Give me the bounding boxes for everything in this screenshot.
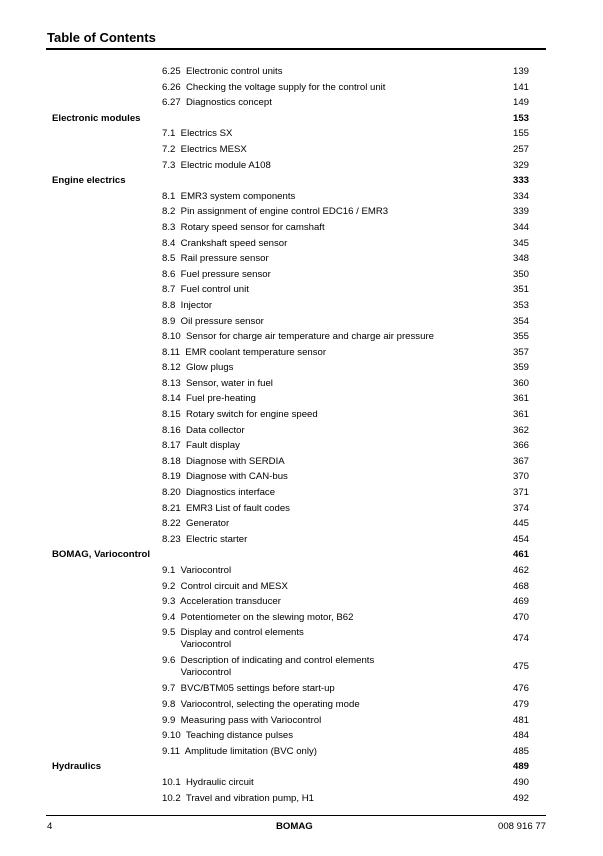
toc-entry[interactable] — [0, 683, 603, 699]
toc-entry-label: 6.25 Electronic control units — [162, 66, 283, 77]
toc-entry-page: 361 — [512, 409, 529, 421]
toc-entry-label: 8.16 Data collector — [162, 424, 245, 436]
toc-entry-page: 470 — [512, 611, 529, 623]
toc-entry-page: 257 — [512, 143, 529, 155]
toc-entry-page: 485 — [512, 745, 529, 757]
footer-brand: BOMAG — [276, 821, 313, 832]
toc-entry[interactable] — [0, 393, 603, 409]
toc-entry-page: 374 — [512, 502, 529, 514]
toc-entry-label: 8.2 Pin assignment of engine control EDC16 / EMR3 — [162, 206, 389, 218]
toc-entry[interactable] — [0, 534, 603, 550]
toc-entry-page: 489 — [512, 761, 529, 773]
toc-entry-page: 353 — [512, 299, 529, 311]
toc-entry-page: 334 — [512, 190, 529, 202]
toc-entry[interactable] — [0, 627, 603, 655]
toc-entry-page: 490 — [512, 776, 529, 788]
toc-entry-page: 371 — [512, 487, 529, 499]
toc-entry-label: Engine electrics — [52, 175, 126, 187]
toc-entry[interactable] — [0, 97, 603, 113]
toc-entry[interactable] — [0, 222, 603, 238]
toc-entry[interactable] — [0, 378, 603, 394]
table-of-contents — [0, 66, 603, 808]
toc-entry-page: 339 — [512, 206, 529, 218]
toc-entry-label: Hydraulics — [52, 761, 102, 773]
toc-entry-label: 7.1 Electrics SX — [162, 128, 233, 140]
toc-entry-page: 359 — [512, 362, 529, 374]
toc-entry-page: 348 — [512, 253, 529, 265]
toc-entry-page: 462 — [512, 565, 529, 576]
toc-entry[interactable] — [0, 206, 603, 222]
toc-entry[interactable] — [0, 316, 603, 332]
toc-entry[interactable] — [0, 347, 603, 363]
toc-entry-page: 476 — [512, 683, 529, 695]
toc-entry-page: 153 — [512, 112, 529, 124]
toc-entry[interactable] — [0, 144, 603, 160]
toc-section-heading[interactable] — [0, 761, 603, 777]
toc-entry-page: 360 — [512, 377, 529, 389]
toc-entry-page: 357 — [512, 346, 529, 358]
toc-entry-page: 344 — [512, 221, 529, 233]
toc-entry-page: 481 — [512, 714, 529, 726]
toc-entry[interactable] — [0, 793, 603, 809]
toc-entry-page: 468 — [512, 580, 529, 592]
toc-entry-label: 8.10 Sensor for charge air temperature and charge air pressure — [162, 331, 434, 343]
toc-entry-page: 479 — [512, 698, 529, 710]
toc-entry[interactable] — [0, 503, 603, 519]
toc-entry-page: 445 — [512, 518, 529, 530]
toc-entry-page: 454 — [512, 533, 529, 545]
toc-entry-label: 8.6 Fuel pressure sensor — [162, 268, 271, 280]
toc-entry-label: 8.8 Injector — [162, 299, 213, 311]
toc-entry-label: 8.15 Rotary switch for engine speed — [162, 409, 318, 421]
header-divider — [46, 48, 546, 50]
toc-entry-page: 361 — [512, 393, 529, 405]
toc-entry-page: 484 — [512, 730, 529, 742]
toc-entry-label: 8.18 Diagnose with SERDIA — [162, 455, 285, 467]
toc-entry-label: 9.10 Teaching distance pulses — [162, 730, 294, 742]
footer-divider — [46, 815, 546, 816]
toc-entry-page: 149 — [512, 97, 529, 109]
toc-entry[interactable] — [0, 128, 603, 144]
toc-entry[interactable] — [0, 565, 603, 581]
toc-entry[interactable] — [0, 471, 603, 487]
toc-entry[interactable] — [0, 253, 603, 269]
page-title: Table of Contents — [47, 30, 156, 45]
toc-entry-page: 345 — [512, 237, 529, 249]
toc-entry-label: 9.7 BVC/BTM05 settings before start-up — [162, 683, 335, 695]
toc-entry-label: 8.4 Crankshaft speed sensor — [162, 237, 288, 249]
toc-entry[interactable] — [0, 160, 603, 176]
toc-entry-label: 8.3 Rotary speed sensor for camshaft — [162, 221, 325, 233]
footer-doc-number: 008 916 77 — [497, 821, 546, 832]
toc-entry[interactable] — [0, 284, 603, 300]
toc-entry-label: BOMAG, Variocontrol — [52, 549, 151, 561]
toc-entry[interactable] — [0, 456, 603, 472]
toc-entry-page: 461 — [512, 549, 529, 561]
toc-entry-page: 355 — [512, 331, 529, 343]
toc-entry-label: 8.14 Fuel pre-heating — [162, 393, 256, 405]
toc-entry[interactable] — [0, 238, 603, 254]
toc-entry-label: 9.1 Variocontrol — [162, 565, 232, 576]
toc-entry[interactable] — [0, 300, 603, 316]
toc-entry-page: 474 — [512, 633, 529, 645]
toc-entry-page: 351 — [512, 284, 529, 296]
toc-entry[interactable] — [0, 331, 603, 347]
toc-entry-page: 141 — [512, 81, 529, 93]
toc-entry[interactable] — [0, 362, 603, 378]
toc-entry-label: 9.2 Control circuit and MESX — [162, 580, 288, 592]
toc-entry-label: 10.2 Travel and vibration pump, H1 — [162, 792, 314, 804]
toc-entry[interactable] — [0, 191, 603, 207]
toc-entry[interactable] — [0, 66, 603, 82]
toc-entry-label: 8.5 Rail pressure sensor — [162, 253, 269, 265]
toc-entry-label: 10.1 Hydraulic circuit — [162, 776, 254, 788]
toc-entry[interactable] — [0, 409, 603, 425]
toc-entry-label: 8.13 Sensor, water in fuel — [162, 377, 273, 389]
toc-entry-label: 8.23 Electric starter — [162, 533, 248, 545]
toc-entry-page: 350 — [512, 268, 529, 280]
toc-entry-label: 6.27 Diagnostics concept — [162, 97, 272, 109]
toc-entry-label: 8.22 Generator — [162, 518, 230, 530]
toc-section-heading[interactable] — [0, 549, 603, 565]
toc-entry-page: 354 — [512, 315, 529, 327]
toc-entry-label: 9.3 Acceleration transducer — [162, 596, 281, 608]
toc-entry[interactable] — [0, 487, 603, 503]
toc-entry-label: 8.19 Diagnose with CAN-bus — [162, 471, 288, 483]
toc-entry[interactable] — [0, 699, 603, 715]
toc-entry[interactable] — [0, 518, 603, 534]
toc-entry-page: 367 — [512, 455, 529, 467]
toc-entry-page: 362 — [512, 424, 529, 436]
toc-entry-label: 8.21 EMR3 List of fault codes — [162, 502, 290, 514]
toc-entry[interactable] — [0, 425, 603, 441]
toc-entry-page: 139 — [512, 66, 529, 77]
toc-section-heading[interactable] — [0, 113, 603, 129]
toc-entry[interactable] — [0, 715, 603, 731]
toc-entry-label: Electronic modules — [52, 112, 141, 124]
toc-entry-label: 9.8 Variocontrol, selecting the operating mode — [162, 698, 360, 710]
toc-entry-page: 370 — [512, 471, 529, 483]
toc-entry-label: 7.3 Electric module A108 — [162, 159, 271, 171]
toc-entry-label: 6.26 Checking the voltage supply for the control unit — [162, 81, 386, 93]
toc-entry-label: 8.9 Oil pressure sensor — [162, 315, 264, 327]
toc-entry-label: 8.11 EMR coolant temperature sensor — [162, 346, 327, 358]
toc-entry[interactable] — [0, 746, 603, 762]
toc-entry[interactable] — [0, 655, 603, 683]
toc-entry-page: 366 — [512, 440, 529, 452]
toc-entry[interactable] — [0, 612, 603, 628]
toc-entry-page: 492 — [512, 792, 529, 804]
toc-entry[interactable] — [0, 596, 603, 612]
toc-entry-page: 329 — [512, 159, 529, 171]
toc-entry[interactable] — [0, 777, 603, 793]
toc-entry-page: 155 — [512, 128, 529, 140]
toc-entry-label: 7.2 Electrics MESX — [162, 143, 247, 155]
toc-entry[interactable] — [0, 269, 603, 285]
footer-page-number: 4 — [47, 821, 53, 832]
toc-entry-label: 8.12 Glow plugs — [162, 362, 234, 374]
toc-entry-label: 8.7 Fuel control unit — [162, 284, 249, 296]
toc-entry-label: 8.17 Fault display — [162, 440, 240, 452]
toc-entry-label: 9.6 Description of indicating and control elements Variocontrol — [162, 655, 375, 679]
toc-entry-label: 9.11 Amplitude limitation (BVC only) — [162, 745, 317, 757]
toc-entry-label: 9.9 Measuring pass with Variocontrol — [162, 714, 322, 726]
toc-entry-label: 9.4 Potentiometer on the slewing motor, B62 — [162, 611, 354, 623]
toc-section-heading[interactable] — [0, 175, 603, 191]
toc-entry-label: 9.5 Display and control elements Variocontrol — [162, 627, 304, 651]
toc-entry-label: 8.20 Diagnostics interface — [162, 487, 276, 499]
toc-entry[interactable] — [0, 730, 603, 746]
toc-entry-page: 475 — [512, 661, 529, 673]
toc-entry[interactable] — [0, 82, 603, 98]
toc-entry-label: 8.1 EMR3 system components — [162, 190, 296, 202]
toc-entry-page: 333 — [512, 175, 529, 187]
toc-entry[interactable] — [0, 581, 603, 597]
toc-entry-page: 469 — [512, 596, 529, 608]
toc-entry[interactable] — [0, 440, 603, 456]
